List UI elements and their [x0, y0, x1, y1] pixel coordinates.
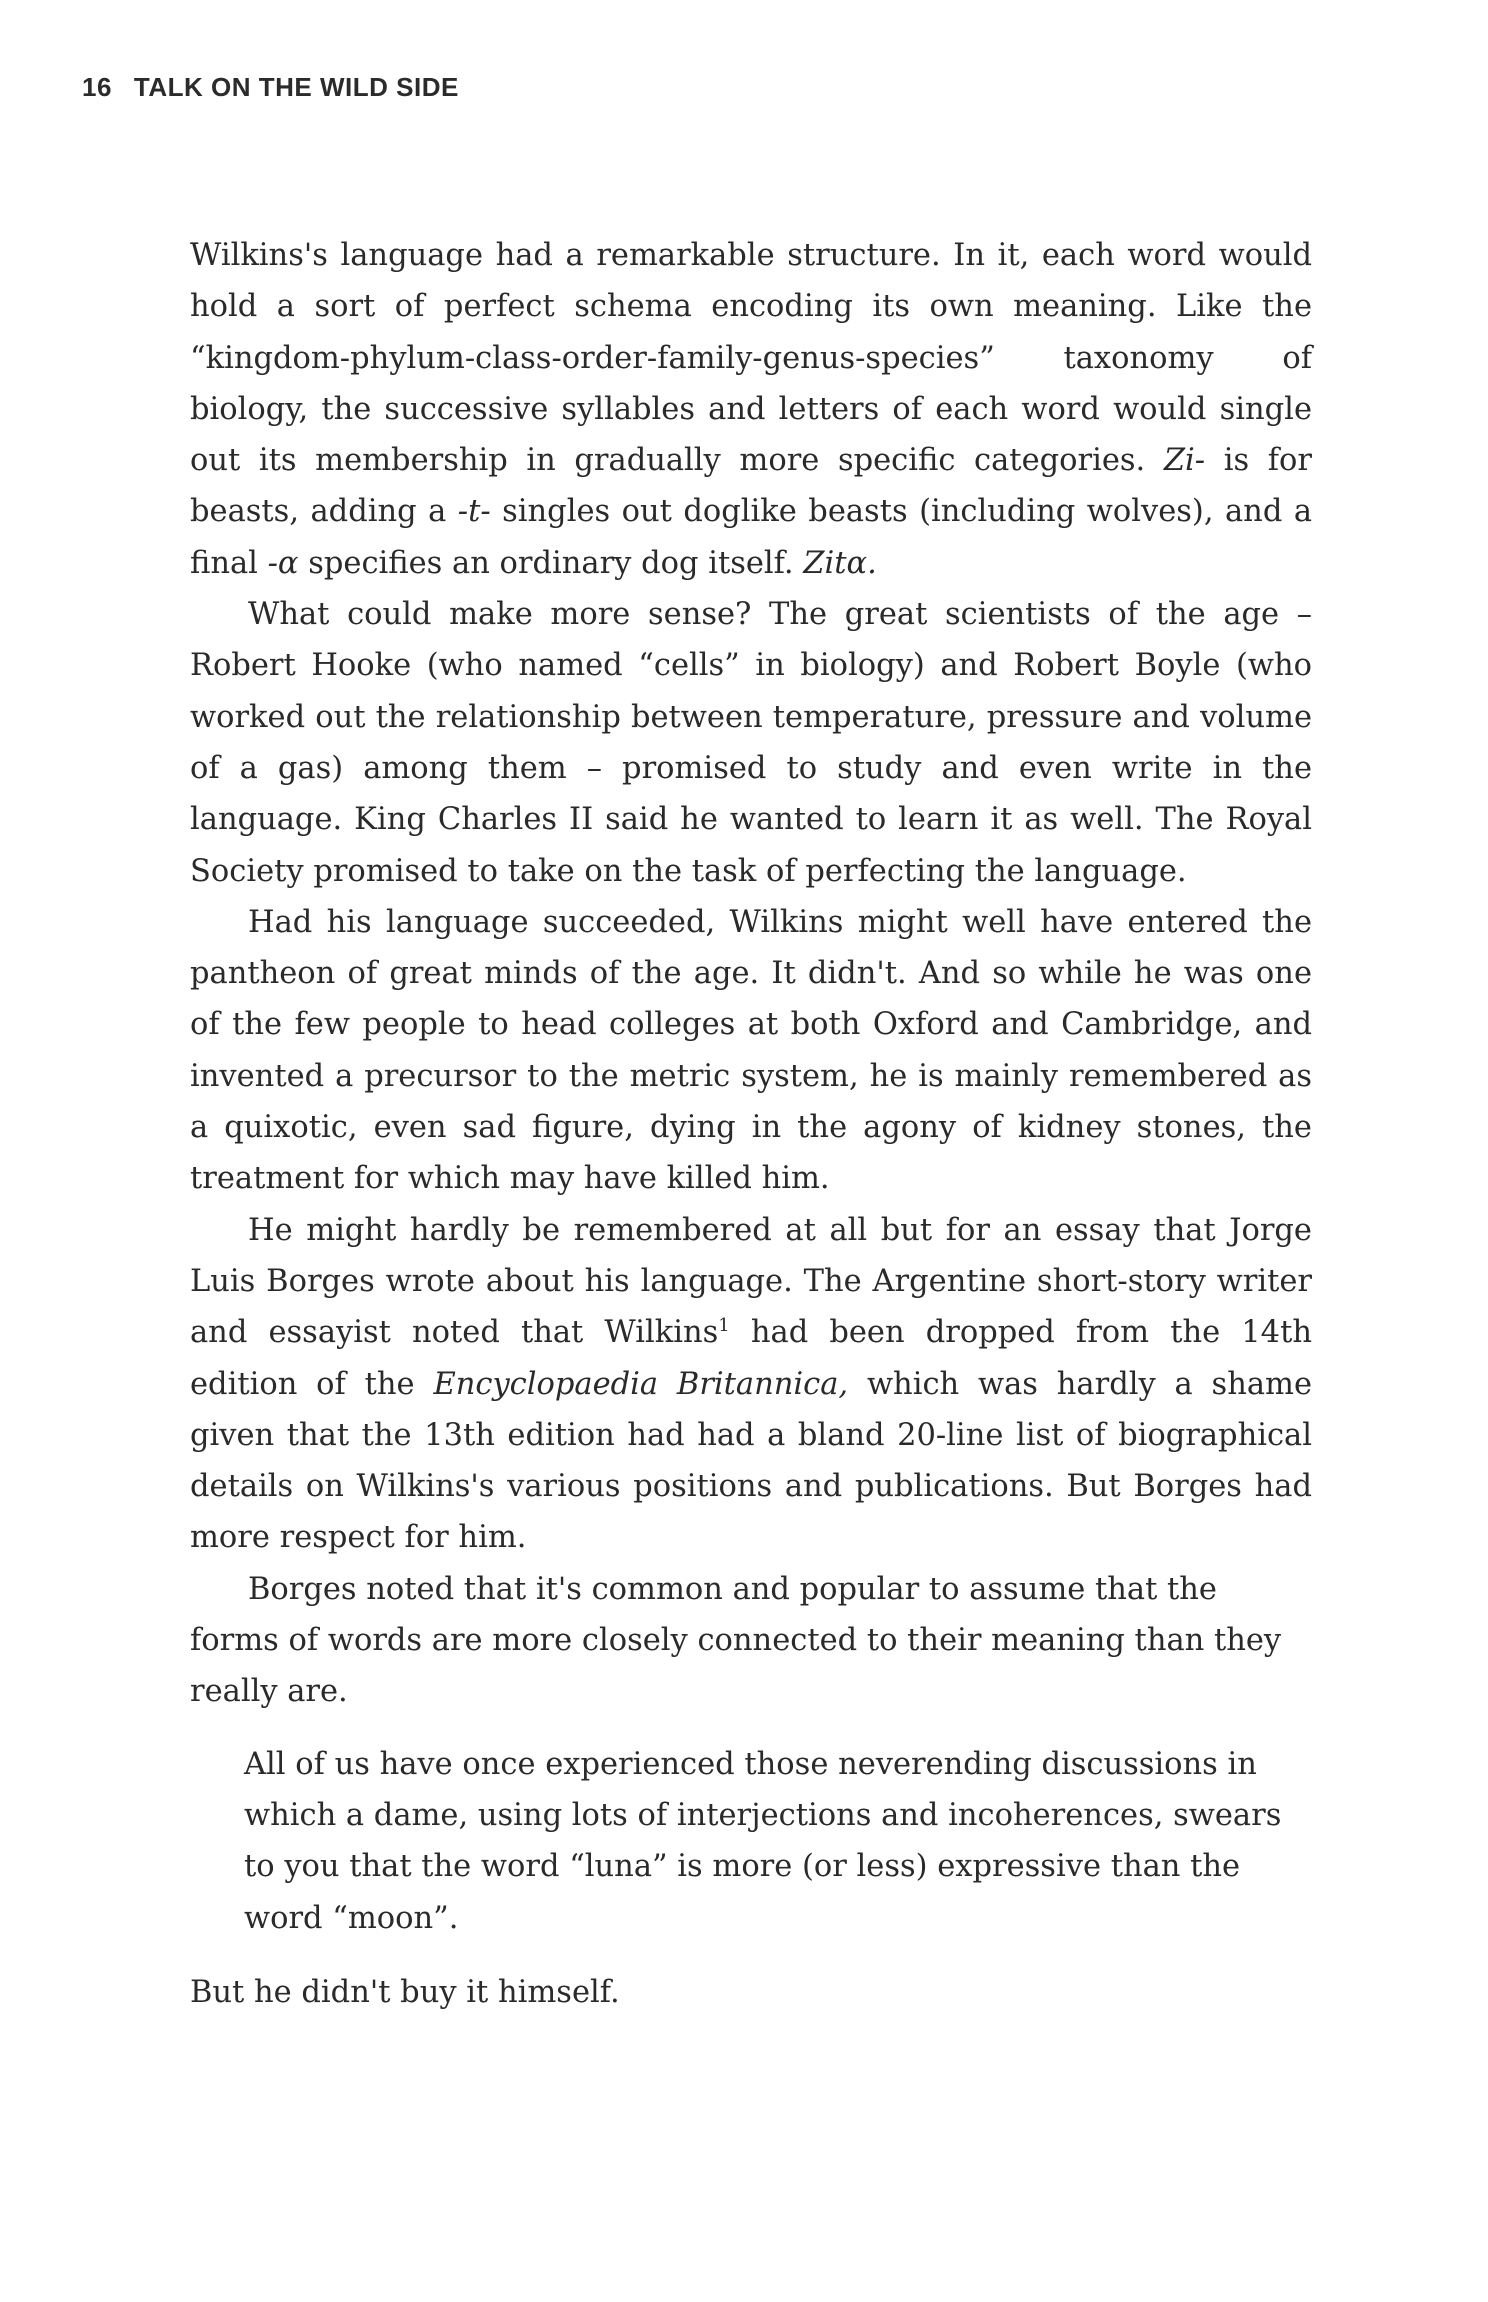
italic-title: Encyclopaedia Britannica, [433, 1366, 849, 1402]
block-quote [244, 1739, 1284, 1944]
running-title: TALK ON THE WILD SIDE [133, 72, 459, 102]
paragraph-2: What could make more sense? The great scientists of the age – Robert Hooke (who named “cells” in biology) and Robert Boyle (who worked out the relationship between temperature, pressure and volume of a gas) among them – promised to study and even write in the language. King Charles II said he wanted to learn it as well. The Royal Society promised to take on the task of perfecting the language. [190, 597, 1312, 889]
paragraph-4: He might hardly be remembered at all but for an essay that Jorge Luis Borges wrote about his language. The Argentine short-story writer and essayist noted that Wilkins$^1$ had been dropped from the 14th edition of the Encyclopaedia Britannica, which was hardly a shame given that the 13th edition had had a bland 20-line list of biographical details on Wilkins's various positions and publications. But Borges had more respect for him. [190, 1212, 1313, 1556]
running-header [82, 72, 459, 103]
paragraph-6: But he didn't buy it himself. [190, 1974, 620, 2010]
paragraph-1: Wilkins's language had a remarkable structure. In it, each word would hold a sort of perfect schema encoding its own meaning. Like the “kingdom-phylum-class-order-family-genus-species” taxonomy of biology, the successive syllables and letters of each word would single out its membership in gradually more specific categories. Zi- is for beasts, adding a -t- singles out doglike beasts (including wolves), and a final -α specifies an ordinary dog itself. Zitα. [190, 238, 1313, 581]
block-quote-text: All of us have once experienced those neverending discussions in which a dame, using lots of interjections and incoherences, swears to you that the word “luna” is more (or less) expressive than the word “moon”. [244, 1746, 1282, 1936]
italic-term: -α [267, 545, 299, 581]
italic-term: Zi- [1163, 443, 1206, 479]
italic-term: -t- [457, 494, 491, 530]
italic-term: Zitα. [803, 545, 877, 581]
body-text [190, 230, 1312, 2018]
footnote-marker[interactable]: 1 [718, 1315, 730, 1337]
page-number: 16 [82, 72, 112, 102]
paragraph-5: Borges noted that it's common and popular to assume that the forms of words are more closely connected to their meaning than they really are. [190, 1571, 1282, 1710]
paragraph-3: Had his language succeeded, Wilkins might well have entered the pantheon of great minds of the age. It didn't. And so while he was one of the few people to head colleges at both Oxford and Cambridge, and invented a precursor to the metric system, he is mainly remembered as a quixotic, even sad figure, dying in the agony of kidney stones, the treatment for which may have killed him. [190, 904, 1312, 1197]
